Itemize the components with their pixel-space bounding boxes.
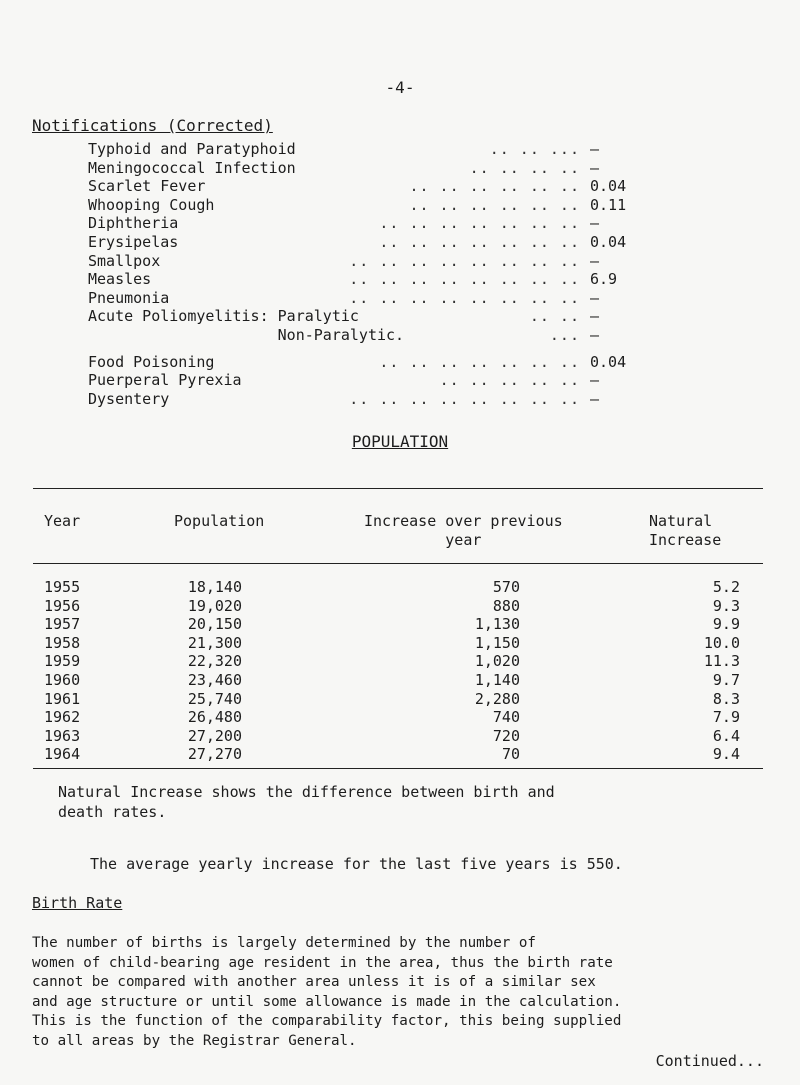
- average-increase-note: The average yearly increase for the last five years is 550.: [90, 855, 623, 873]
- population-title: POPULATION: [351, 432, 449, 451]
- cell-increase: 2,280: [474, 689, 520, 708]
- cell-natural-increase: 9.9: [712, 615, 740, 634]
- cell-natural-increase: 9.7: [712, 671, 740, 689]
- birth-rate-paragraph: The number of births is largely determined by the number of women of child-bearing age resident in the area, thus the birth rate cannot be compared with another area unless it is of a similar sex and age structure or until some allowance is made in the calculation. This is the function of the comparability factor, this being supplied to all areas by the Registrar General.: [32, 935, 622, 1049]
- notification-disease: Measles: [88, 270, 152, 289]
- notification-disease: Smallpox: [88, 251, 161, 270]
- cell-population: 27,200: [187, 726, 242, 745]
- leader-dots: .. .. .. .. ..: [439, 371, 580, 390]
- leader-dots: .. .. .. .. .. .. ..: [379, 214, 580, 233]
- table-top-rule: [33, 488, 763, 489]
- cell-natural-increase: 9.4: [712, 745, 740, 764]
- cell-increase: 1,150: [474, 633, 520, 652]
- cell-natural-increase: 6.4: [712, 726, 740, 745]
- notification-rate: –: [590, 214, 600, 233]
- cell-year: 1957: [44, 615, 81, 634]
- notification-rate: –: [590, 326, 600, 344]
- notification-row: [88, 307, 728, 327]
- notification-row: [88, 270, 728, 290]
- cell-year: 1956: [44, 596, 81, 615]
- cell-increase: 70: [501, 745, 520, 764]
- cell-year: 1962: [44, 708, 81, 727]
- leader-dots: .. ..: [529, 307, 580, 326]
- table-header-rule: [33, 563, 763, 564]
- notification-disease: Puerperal Pyrexia: [88, 371, 242, 390]
- header-year: Year: [44, 512, 81, 530]
- notification-rate: 6.9: [590, 270, 618, 289]
- cell-increase: 570: [492, 578, 520, 596]
- leader-dots: .. .. .. .. .. ..: [409, 177, 580, 196]
- notification-row: [88, 252, 728, 272]
- notification-row: [88, 371, 728, 391]
- cell-population: 18,140: [187, 578, 242, 596]
- notification-rate: –: [590, 389, 600, 408]
- notification-disease: Pneumonia: [88, 288, 170, 307]
- continued-label: Continued...: [655, 1052, 764, 1070]
- natural-increase-note: Natural Increase shows the difference between birth and death rates.: [58, 783, 555, 821]
- leader-dots: .. .. ...: [489, 140, 580, 158]
- notification-rate: –: [590, 140, 600, 158]
- notification-row: [88, 214, 728, 234]
- cell-year: 1964: [44, 745, 81, 764]
- header-population: Population: [174, 512, 265, 530]
- cell-population: 26,480: [187, 708, 242, 727]
- cell-natural-increase: 9.3: [712, 596, 740, 615]
- cell-natural-increase: 11.3: [703, 652, 740, 671]
- cell-population: 23,460: [187, 671, 242, 689]
- cell-population: 25,740: [187, 689, 242, 708]
- leader-dots: .. .. .. .. .. .. .. ..: [349, 288, 580, 307]
- notification-disease: Whooping Cough: [88, 195, 215, 214]
- leader-dots: .. .. .. .. .. .. ..: [379, 352, 580, 371]
- notification-rate: 0.04: [590, 233, 627, 251]
- notification-disease: Dysentery: [88, 389, 170, 408]
- cell-increase: 1,020: [474, 652, 520, 671]
- notification-row: [88, 159, 728, 179]
- cell-natural-increase: 5.2: [712, 578, 740, 596]
- notification-row: [88, 233, 728, 253]
- notification-disease: Food Poisoning: [88, 352, 215, 371]
- cell-year: 1959: [44, 652, 81, 671]
- page-number: -4-: [385, 78, 415, 97]
- notification-row: [88, 390, 728, 410]
- leader-dots: .. .. .. .. .. .. .. ..: [349, 251, 580, 270]
- cell-year: 1961: [44, 689, 81, 708]
- notification-disease: Erysipelas: [88, 233, 179, 251]
- cell-year: 1963: [44, 726, 81, 745]
- cell-increase: 880: [492, 596, 520, 615]
- cell-population: 22,320: [187, 652, 242, 671]
- header-natural-increase: Natural Increase: [649, 512, 722, 549]
- cell-year: 1960: [44, 671, 81, 689]
- leader-dots: .. .. .. ..: [469, 158, 580, 177]
- notification-rate: –: [590, 158, 600, 177]
- notification-disease: Diphtheria: [88, 214, 179, 233]
- leader-dots: .. .. .. .. .. ..: [409, 195, 580, 214]
- cell-increase: 1,140: [474, 671, 520, 689]
- notification-rate: –: [590, 371, 600, 390]
- notification-row: [88, 326, 728, 346]
- leader-dots: .. .. .. .. .. .. .. ..: [349, 270, 580, 289]
- leader-dots: ...: [549, 326, 580, 344]
- notification-row: [88, 353, 728, 373]
- cell-population: 21,300: [187, 633, 242, 652]
- birth-rate-heading: Birth Rate: [32, 894, 123, 912]
- notification-disease: Meningococcal Infection: [88, 158, 296, 177]
- cell-increase: 740: [492, 708, 520, 727]
- cell-natural-increase: 7.9: [712, 708, 740, 727]
- cell-natural-increase: 10.0: [703, 633, 740, 652]
- notification-disease: Typhoid and Paratyphoid: [88, 140, 296, 158]
- leader-dots: .. .. .. .. .. .. .. ..: [349, 389, 580, 408]
- cell-year: 1958: [44, 633, 81, 652]
- cell-increase: 1,130: [474, 615, 520, 634]
- notification-row: [88, 196, 728, 216]
- notification-disease: Scarlet Fever: [88, 177, 206, 196]
- notification-disease: Non-Paralytic.: [88, 326, 405, 344]
- cell-population: 20,150: [187, 615, 242, 634]
- notification-rate: 0.04: [590, 352, 627, 371]
- header-increase: Increase over previous year: [364, 512, 563, 549]
- cell-increase: 720: [492, 726, 520, 745]
- notification-rate: 0.04: [590, 177, 627, 196]
- cell-year: 1955: [44, 578, 81, 596]
- notification-rate: 0.11: [590, 195, 627, 214]
- table-bottom-rule: [33, 768, 763, 769]
- cell-population: 19,020: [187, 596, 242, 615]
- cell-population: 27,270: [187, 745, 242, 764]
- notification-rate: –: [590, 288, 600, 307]
- notification-row: [88, 140, 728, 160]
- notification-row: [88, 289, 728, 309]
- notification-rate: –: [590, 307, 600, 326]
- notification-rate: –: [590, 251, 600, 270]
- notification-disease: Acute Poliomyelitis: Paralytic: [88, 307, 359, 326]
- notification-row: [88, 177, 728, 197]
- notifications-heading: Notifications (Corrected): [32, 116, 273, 135]
- leader-dots: .. .. .. .. .. .. ..: [379, 233, 580, 251]
- cell-natural-increase: 8.3: [712, 689, 740, 708]
